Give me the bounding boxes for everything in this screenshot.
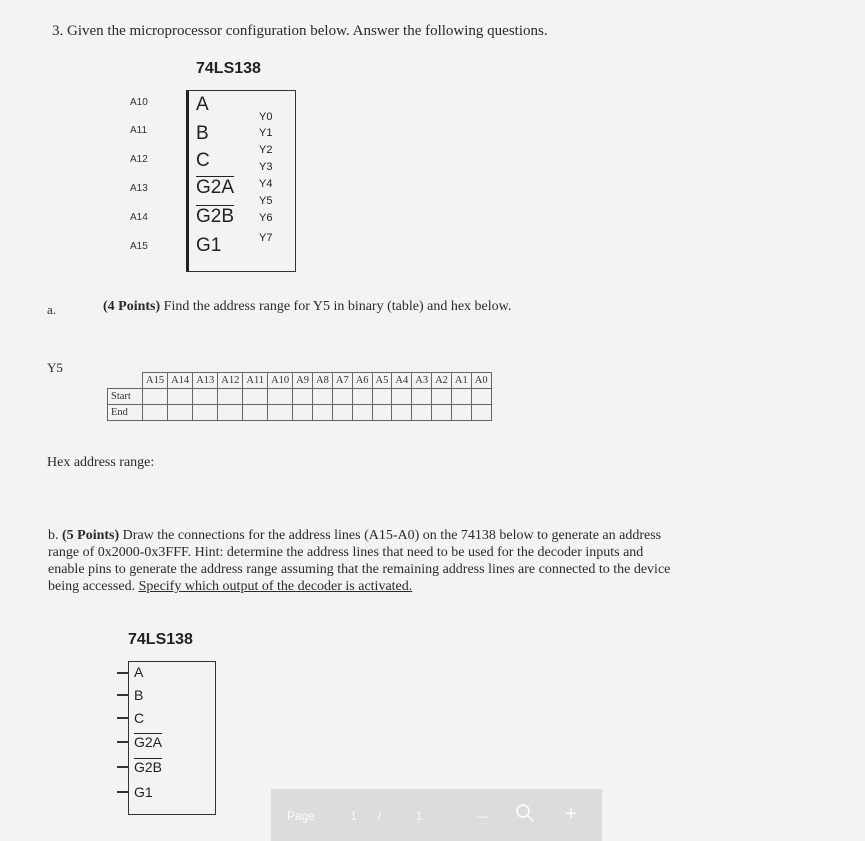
chip1-input-b: B: [196, 123, 209, 144]
header-a10: A10: [268, 373, 293, 389]
chip1-output-y1: Y1: [259, 127, 273, 139]
chip2-input-b: B: [134, 687, 144, 703]
zoom-icon[interactable]: [515, 803, 535, 826]
table-row: [108, 405, 492, 421]
part-b-points: (5 Points): [62, 528, 120, 543]
zoom-in-button[interactable]: +: [565, 803, 577, 825]
header-a5: A5: [372, 373, 392, 389]
chip1-output-y5: Y5: [259, 195, 273, 207]
pdf-toolbar: [271, 789, 602, 841]
chip2-pin-lead-c: [117, 717, 129, 719]
part-a-question: [103, 299, 511, 315]
header-a15: A15: [143, 373, 168, 389]
header-a13: A13: [193, 373, 218, 389]
addr-label-a14: A14: [130, 212, 148, 223]
page-separator: /: [378, 809, 382, 823]
addr-label-a10: A10: [130, 97, 148, 108]
header-a12: A12: [218, 373, 243, 389]
part-b-line4: being accessed. Specify which output of the decoder is activated.: [48, 579, 413, 594]
chip1-input-g2b: G2B: [196, 206, 235, 227]
header-a9: A9: [293, 373, 313, 389]
part-a-points: (4 Points): [103, 299, 161, 314]
chip2-pin-lead-g2a: [117, 741, 129, 743]
part-a-text: Find the address range for Y5 in binary (table) and hex below.: [160, 299, 512, 314]
chip2-input-g2a: G2A: [134, 734, 163, 750]
chip2-pin-lead-b: [117, 694, 129, 696]
question-heading: 3. Given the microprocessor configuration below. Answer the following questions.: [52, 23, 548, 39]
addr-label-a11: A11: [130, 125, 148, 136]
header-a0: A0: [471, 373, 491, 389]
chip1-output-y4: Y4: [259, 178, 273, 190]
table-header-row: [108, 373, 492, 389]
header-a1: A1: [451, 373, 471, 389]
addr-label-a15: A15: [130, 241, 148, 252]
chip2-input-g1: G1: [134, 784, 153, 800]
chip2-input-a: A: [134, 664, 144, 680]
part-a-letter: a.: [47, 302, 57, 317]
header-a7: A7: [332, 373, 352, 389]
row-label-end: End: [108, 405, 143, 421]
addr-label-a12: A12: [130, 154, 148, 165]
page-label: Page: [287, 809, 316, 823]
chip2-pin-lead-a: [117, 672, 129, 674]
chip2-input-c: C: [134, 710, 145, 726]
chip1-output-y2: Y2: [259, 144, 273, 156]
header-a2: A2: [432, 373, 452, 389]
header-a14: A14: [168, 373, 193, 389]
chip1-input-g2a: G2A: [196, 177, 235, 198]
zoom-out-button[interactable]: —: [477, 809, 489, 823]
chip2-title: 74LS138: [128, 631, 193, 648]
chip2-pin-lead-g1: [117, 791, 129, 793]
chip2-input-g2b: G2B: [134, 759, 163, 775]
header-a4: A4: [392, 373, 412, 389]
address-table: [107, 372, 492, 421]
chip1-output-y3: Y3: [259, 161, 273, 173]
table-corner-cell: [108, 373, 143, 389]
hex-range-label: Hex address range:: [47, 455, 155, 470]
current-page-field[interactable]: 1: [350, 809, 357, 823]
chip1-input-c: C: [196, 150, 210, 171]
header-a11: A11: [243, 373, 268, 389]
chip1-output-y0: Y0: [259, 111, 273, 123]
addr-label-a13: A13: [130, 183, 148, 194]
y5-label: Y5: [47, 360, 63, 375]
header-a3: A3: [412, 373, 432, 389]
table-row: [108, 389, 492, 405]
chip1-title: 74LS138: [196, 60, 261, 77]
chip2-pin-lead-g2b: [117, 766, 129, 768]
chip1-output-y6: Y6: [259, 212, 273, 224]
total-pages: 1: [416, 809, 423, 823]
row-label-start: Start: [108, 389, 143, 405]
part-b-underlined: Specify which output of the decoder is activated.: [138, 579, 413, 594]
part-b-prefix: b.: [48, 528, 62, 543]
chip1-input-a: A: [196, 94, 209, 115]
chip1-input-g1: G1: [196, 235, 222, 256]
chip1-output-y7: Y7: [259, 232, 273, 244]
header-a8: A8: [313, 373, 333, 389]
part-b-line3: enable pins to generate the address range assuming that the remaining address lines are connected to the device: [48, 562, 671, 577]
header-a6: A6: [352, 373, 372, 389]
part-b-line1: b. (5 Points) Draw the connections for the address lines (A15-A0) on the 74138 below to generate an address: [48, 528, 662, 543]
part-b-line2: range of 0x2000-0x3FFF. Hint: determine the address lines that need to be used for the decoder inputs and: [48, 545, 644, 560]
